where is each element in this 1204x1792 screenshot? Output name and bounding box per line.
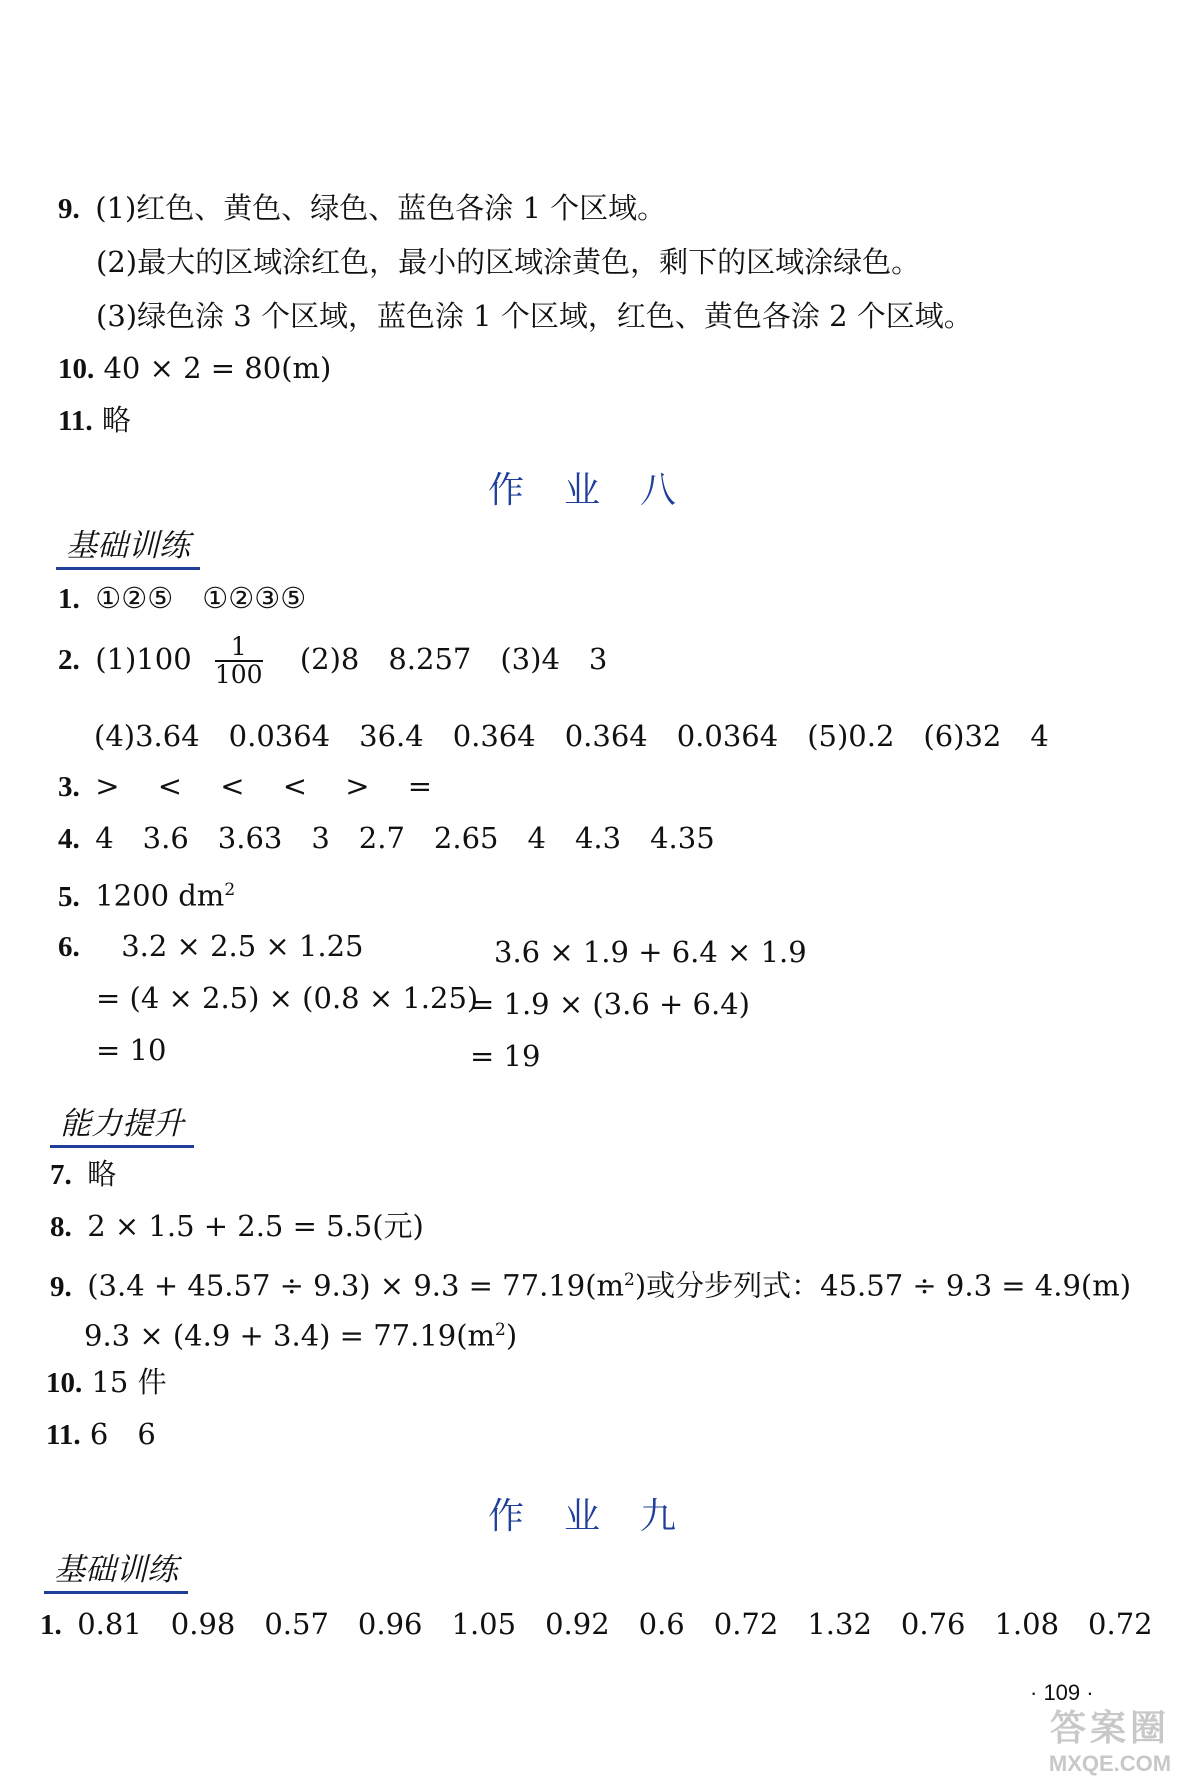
section-basic-training: 基础训练: [56, 520, 200, 570]
watermark-top: 答案圈: [1049, 1707, 1170, 1748]
hw8-q6-left-3: = 10: [96, 1033, 167, 1067]
question-number: 7.: [50, 1159, 72, 1191]
hw8-q8: [50, 1208, 424, 1245]
hw8-q11: [46, 1416, 156, 1453]
prev-q9-line3: (3)绿色涂 3 个区域，蓝色涂 1 个区域，红色、黄色各涂 2 个区域。: [96, 299, 973, 333]
prev-q10: [58, 350, 331, 387]
hw8-q6-right-1: 3.6 × 1.9 + 6.4 × 1.9: [494, 935, 807, 969]
answer-text: (1)100: [95, 642, 192, 676]
answer-text: ): [505, 1318, 518, 1353]
homework-8-title: 作业八: [487, 470, 716, 511]
question-number: 1.: [58, 583, 80, 615]
superscript: 2: [495, 1320, 506, 1340]
answer-text: 4 3.6 3.63 3 2.7 2.65 4 4.3 4.35: [95, 821, 715, 855]
section-ability-improvement: 能力提升: [50, 1098, 194, 1148]
prev-q9-line1: [58, 190, 666, 227]
hw8-q6-right-3: = 19: [470, 1039, 541, 1073]
question-number: 9.: [58, 193, 80, 225]
hw8-q2-line1: [58, 634, 607, 688]
hw8-q6-right-2: = 1.9 × (3.6 + 6.4): [470, 987, 750, 1021]
hw8-q2-line2: (4)3.64 0.0364 36.4 0.364 0.364 0.0364 (5)0.2 (6)32 4: [94, 719, 1049, 753]
question-number: 6.: [58, 931, 80, 963]
hw8-q9-line1: [50, 1262, 1131, 1305]
answer-text: (3.4 + 45.57 ÷ 9.3) × 9.3 = 77.19(m: [87, 1268, 625, 1303]
answer-text: 40 × 2 = 80(m): [103, 351, 332, 385]
answer-text: 2 × 1.5 + 2.5 = 5.5(元): [87, 1209, 424, 1243]
superscript: 2: [624, 1270, 635, 1290]
watermark-bottom: MXQE.COM: [1048, 1751, 1172, 1776]
watermark: [1030, 1700, 1190, 1790]
question-number: 11.: [58, 405, 93, 437]
homework-9-title: 作业九: [487, 1496, 716, 1537]
fraction-numerator: 1: [215, 634, 263, 662]
hw8-q5: [58, 872, 235, 915]
answer-text: 15 件: [91, 1365, 167, 1399]
hw8-q1: [58, 580, 306, 617]
question-number: 11.: [46, 1419, 81, 1451]
question-number: 2.: [58, 644, 80, 676]
prev-q11: [58, 402, 131, 439]
hw8-q6-left-2: = (4 × 2.5) × (0.8 × 1.25): [96, 981, 479, 1015]
superscript: 2: [224, 880, 236, 900]
question-number: 10.: [58, 353, 95, 385]
answer-text: (2)8 8.257 (3)4 3: [299, 642, 608, 676]
answer-text: 1200 dm: [95, 878, 225, 913]
question-number: 10.: [46, 1367, 83, 1399]
question-number: 9.: [50, 1270, 72, 1303]
hw8-q9-line2: [84, 1312, 517, 1354]
answer-text: )或分步列式：45.57 ÷ 9.3 = 4.9(m): [634, 1268, 1132, 1303]
answer-text: 0.81 0.98 0.57 0.96 1.05 0.92 0.6 0.72 1.32 0.76 1.08 0.72: [77, 1607, 1153, 1641]
question-number: 5.: [58, 880, 80, 913]
answer-text: 略: [101, 403, 131, 437]
answer-text: 略: [87, 1157, 117, 1191]
hw8-q3: [58, 768, 432, 805]
hw8-q7: [50, 1156, 116, 1193]
question-number: 8.: [50, 1211, 72, 1243]
answer-text: > < < < > =: [95, 769, 433, 803]
page-number: · 109 ·: [1030, 1680, 1094, 1705]
section-basic-training-2: 基础训练: [44, 1544, 188, 1594]
hw8-q6-left-1: [58, 928, 364, 965]
answer-text: 9.3 × (4.9 + 3.4) = 77.19(m: [84, 1318, 496, 1353]
fraction-denominator: 100: [214, 660, 263, 689]
hw8-q4: [58, 820, 715, 857]
prev-q9-line2: (2)最大的区域涂红色，最小的区域涂黄色，剩下的区域涂绿色。: [96, 245, 921, 279]
answer-text: ①②⑤ ①②③⑤: [95, 581, 307, 615]
answer-text: 6 6: [89, 1417, 156, 1451]
question-number: 3.: [58, 771, 80, 803]
fraction: [215, 634, 263, 688]
hw8-q10: [46, 1364, 167, 1401]
question-number: 4.: [58, 823, 80, 855]
hw9-q1: [40, 1606, 1153, 1643]
answer-text: (1)红色、黄色、绿色、蓝色各涂 1 个区域。: [95, 191, 667, 225]
question-number: 1.: [40, 1609, 62, 1641]
answer-text: 3.2 × 2.5 × 1.25: [121, 929, 364, 963]
